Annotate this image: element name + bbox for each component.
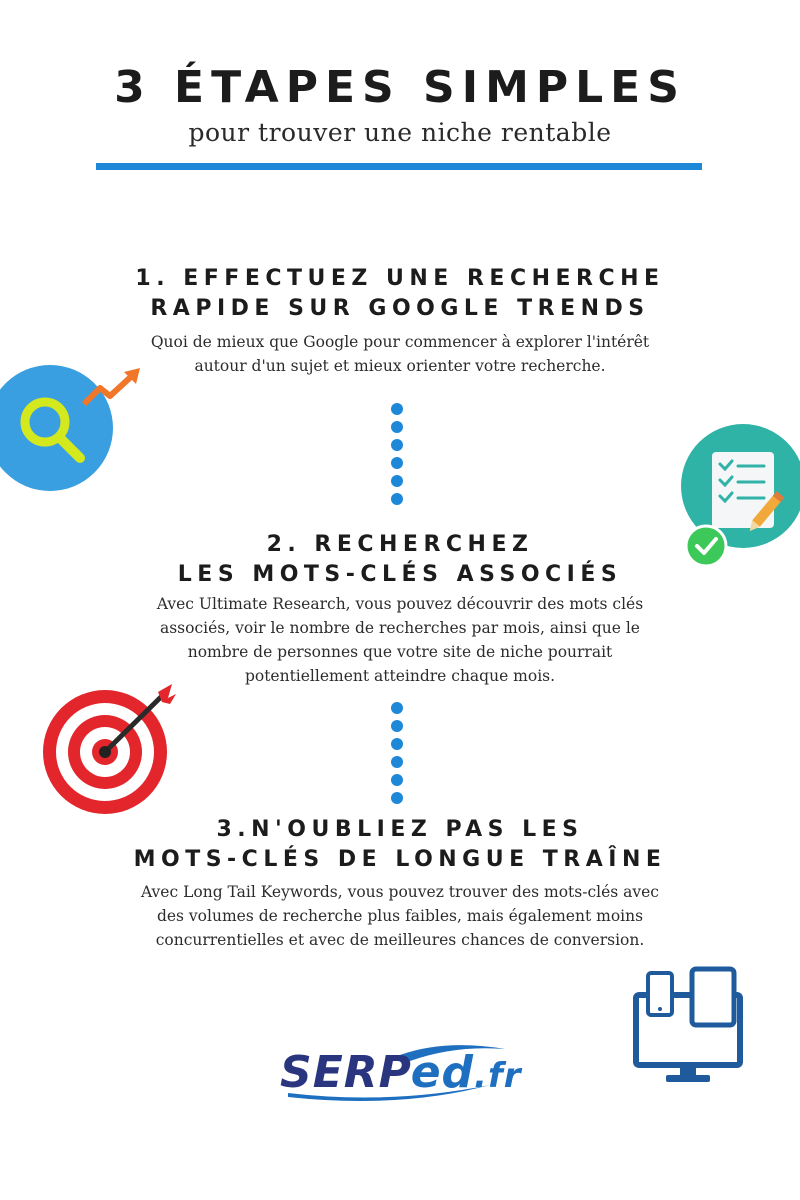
title-underline xyxy=(96,163,702,170)
step-1-body-line: Quoi de mieux que Google pour commencer à explorer l'intérêt xyxy=(150,333,650,351)
page-title: 3 ÉTAPES SIMPLES xyxy=(114,62,686,113)
connector-dot xyxy=(391,702,403,714)
connector-dot xyxy=(391,403,403,415)
step-2-body-line: potentiellement atteindre chaque mois. xyxy=(244,667,556,685)
connector-dot xyxy=(391,756,403,768)
connector-dot xyxy=(391,720,403,732)
connector-dot xyxy=(391,421,403,433)
step-1-heading xyxy=(0,264,800,324)
step-2-body-line: nombre de personnes que votre site de niche pourrait xyxy=(187,643,613,661)
step-1-heading-line-1: 1. EFFECTUEZ UNE RECHERCHE xyxy=(135,266,665,291)
step-3-body xyxy=(0,880,800,952)
logo-wordmark xyxy=(280,1047,522,1098)
step-1-body-line: autour d'un sujet et mieux orienter votre recherche. xyxy=(194,357,606,375)
step-1-heading-line-2: RAPIDE SUR GOOGLE TRENDS xyxy=(150,296,650,321)
devices-icon xyxy=(630,965,750,1090)
connector-dot xyxy=(391,792,403,804)
page-subtitle: pour trouver une niche rentable xyxy=(188,118,612,147)
step-2-body-line: associés, voir le nombre de recherches par mois, ainsi que le xyxy=(159,619,640,637)
connector-dot xyxy=(391,493,403,505)
connector-dot xyxy=(391,439,403,451)
connector-dot xyxy=(391,457,403,469)
connector-dot xyxy=(391,738,403,750)
step-3-heading-line-1: 3.N'OUBLIEZ PAS LES xyxy=(216,817,584,842)
step-3-heading-line-2: MOTS-CLÉS DE LONGUE TRAÎNE xyxy=(133,847,667,872)
step-3-heading xyxy=(0,815,800,875)
step-2-body-line: Avec Ultimate Research, vous pouvez découvrir des mots clés xyxy=(156,595,644,613)
step-2-heading-line-2: LES MOTS-CLÉS ASSOCIÉS xyxy=(177,562,623,587)
step-3-body-line: concurrentielles et avec de meilleures chances de conversion. xyxy=(155,931,645,949)
connector-dot xyxy=(391,774,403,786)
step-3-body-line: des volumes de recherche plus faibles, mais également moins xyxy=(156,907,644,925)
step-3-body-line: Avec Long Tail Keywords, vous pouvez trouver des mots-clés avec xyxy=(140,883,659,901)
checklist-icon xyxy=(680,420,800,570)
logo-text-tld: .fr xyxy=(474,1056,522,1096)
logo-text-main: SERP xyxy=(280,1047,411,1098)
logo-text-accent: ed xyxy=(410,1047,475,1098)
serped-logo xyxy=(270,1035,540,1115)
connector-dot xyxy=(391,475,403,487)
step-2-body xyxy=(0,592,800,688)
step-2-heading-line-1: 2. RECHERCHEZ xyxy=(266,532,534,557)
search-trend-icon xyxy=(0,360,150,495)
target-icon xyxy=(40,680,180,815)
